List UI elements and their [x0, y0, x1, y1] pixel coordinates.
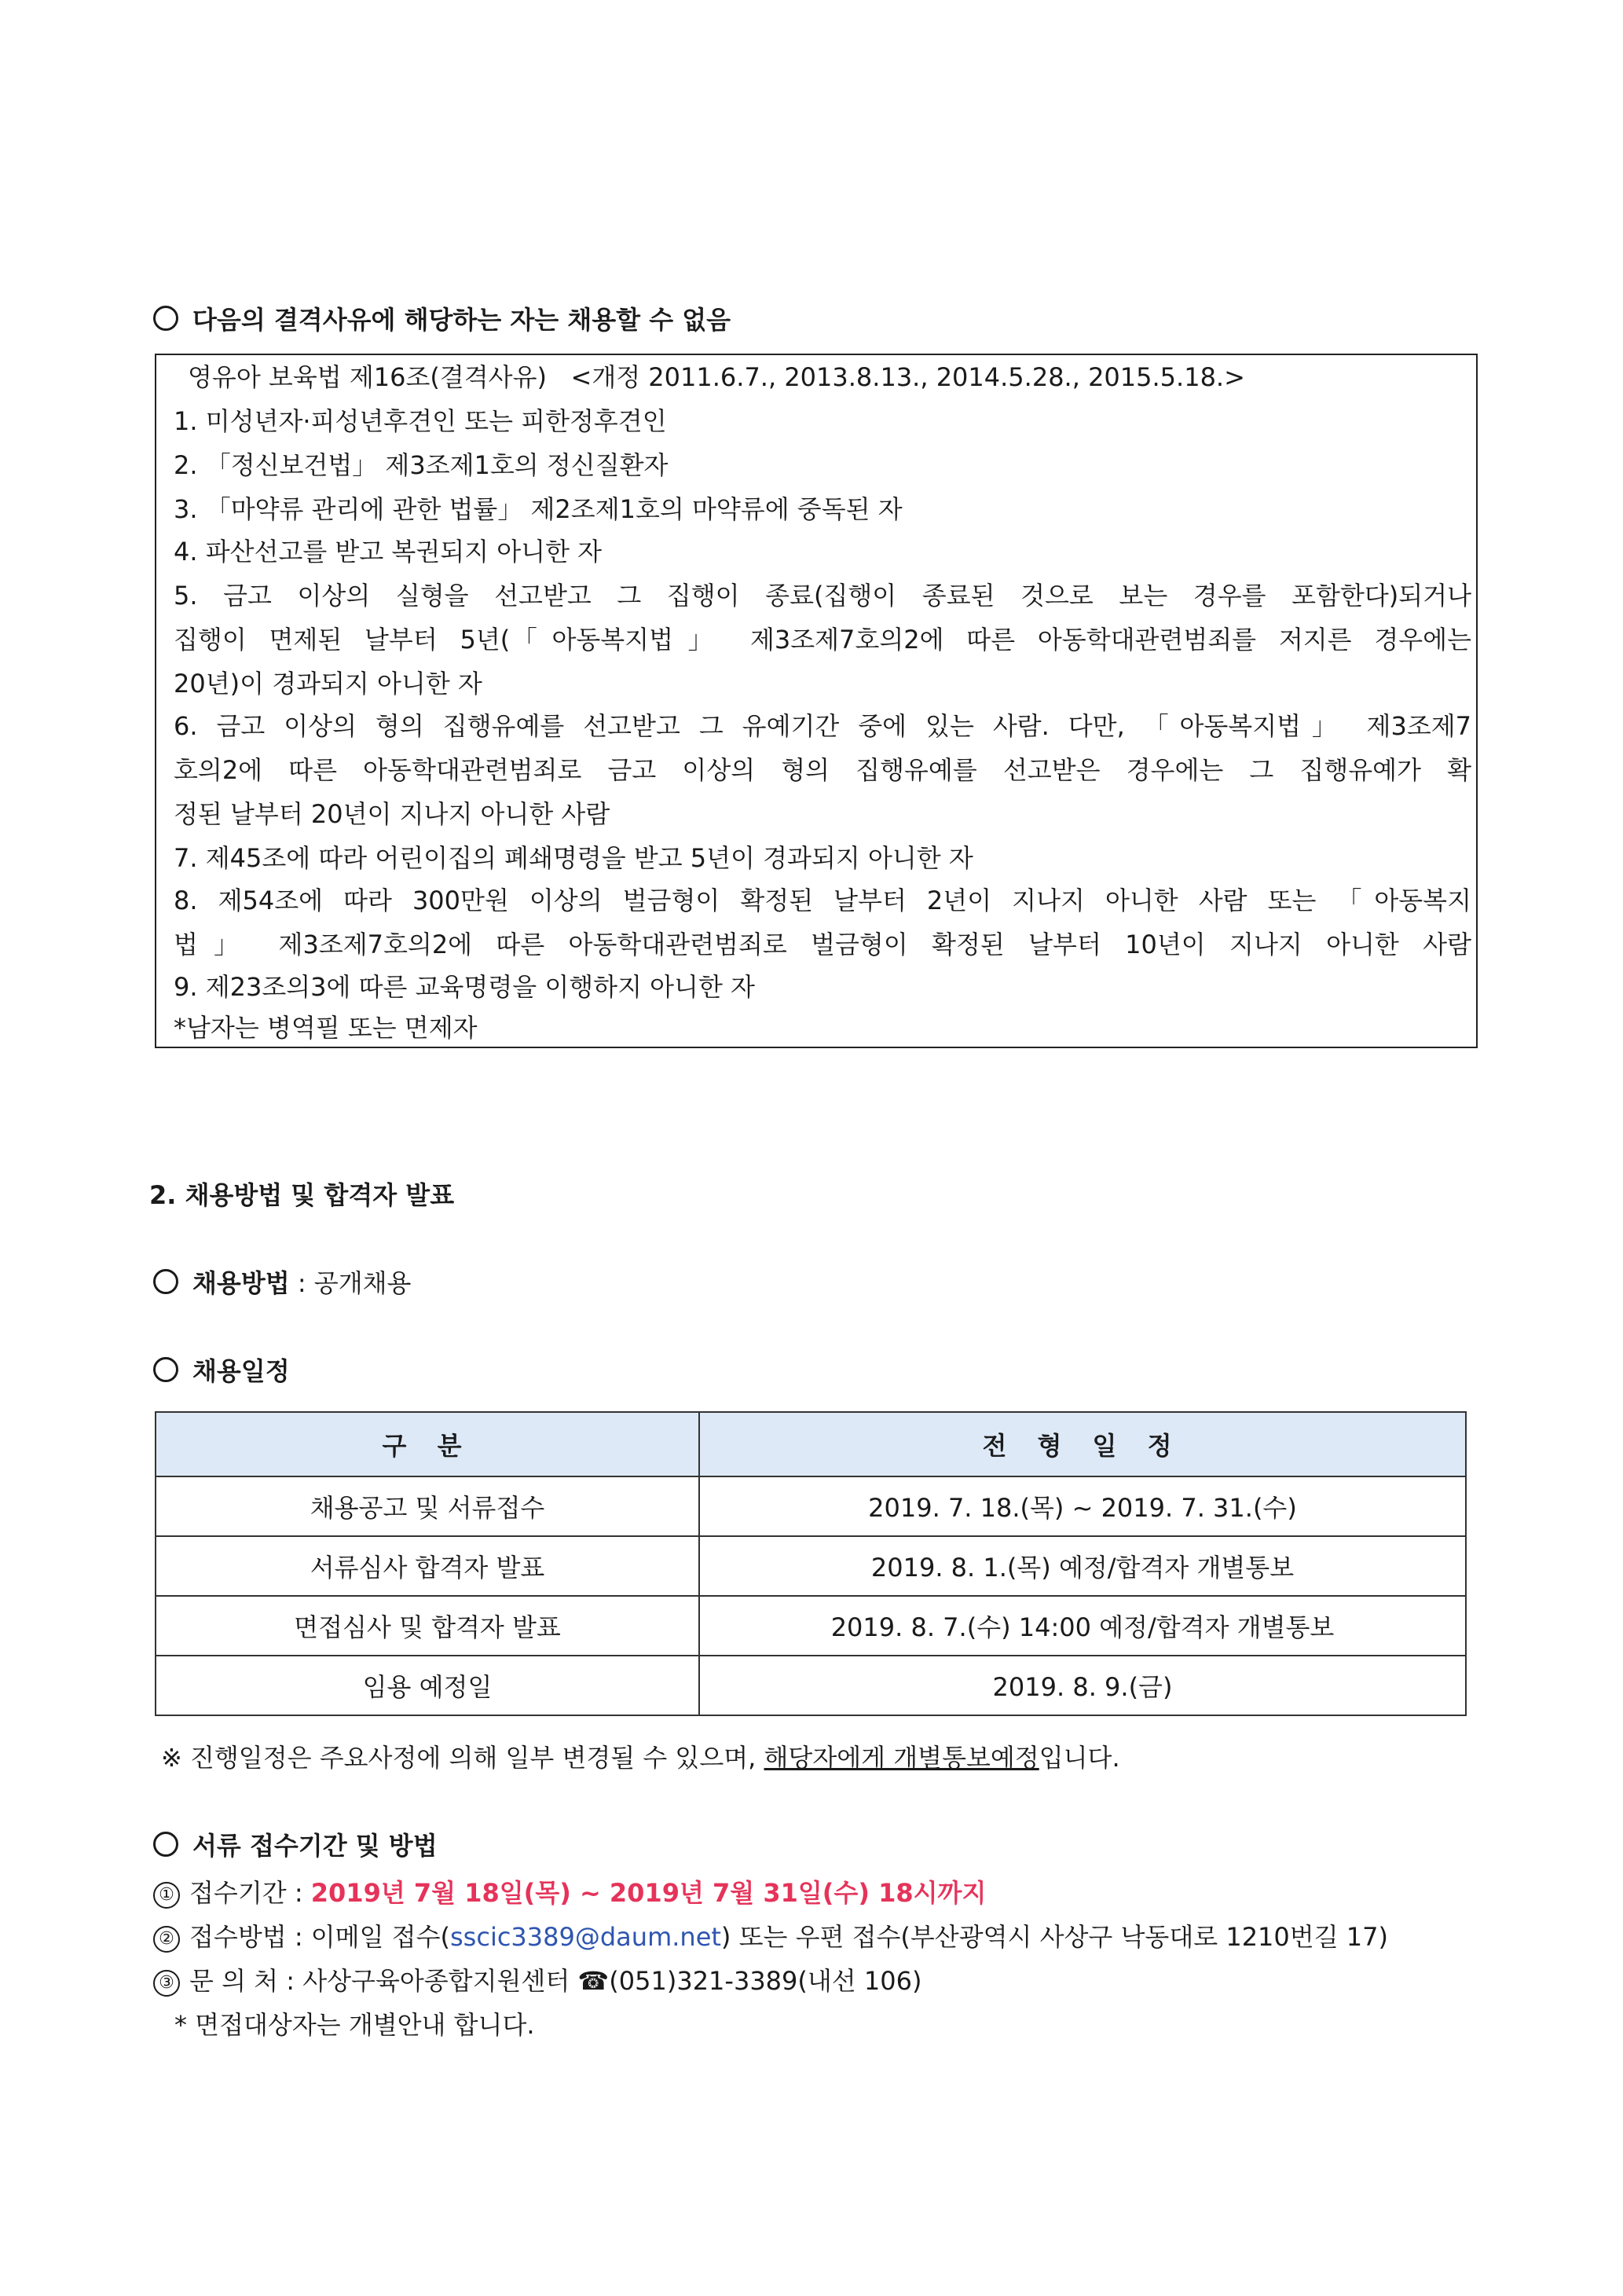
disqualification-item: 4. 파산선고를 받고 복권되지 아니한 자 — [174, 537, 603, 567]
table-cell: 채용공고 및 서류접수 — [156, 1476, 699, 1536]
schedule-table — [155, 1411, 1467, 1716]
circled-number-1: ① — [153, 1882, 180, 1909]
application-contact: ③ 문 의 처 : 사상구육아종합지원센터 ☎(051)321-3389(내선 106) — [153, 1961, 921, 1997]
table-header-schedule: 전 형 일 정 — [699, 1412, 1466, 1476]
schedule-note: ※ 진행일정은 주요사정에 의해 일부 변경될 수 있으며, 해당자에게 개별통보예정입니다. — [161, 1743, 1120, 1773]
disqualification-note: *남자는 병역필 또는 면제자 — [174, 1013, 478, 1043]
disqualification-item: 5. 금고 이상의 실형을 선고받고 그 집행이 종료(집행이 종료된 것으로 보는 경우를 포함한다)되거나 — [174, 581, 1471, 611]
schedule-heading: 채용일정 — [153, 1352, 290, 1388]
circle-bullet-icon — [153, 1269, 178, 1294]
table-header-row — [156, 1412, 1466, 1476]
disqualification-item: 법」 제3조제7호의2에 따른 아동학대관련범죄로 벌금형이 확정된 날부터 10년이 지나지 아니한 사람 — [174, 930, 1471, 959]
circled-number-2: ② — [153, 1926, 180, 1953]
disqualification-item: 1. 미성년자·피성년후견인 또는 피한정후견인 — [174, 406, 667, 436]
table-cell: 서류심사 합격자 발표 — [156, 1536, 699, 1596]
interview-footnote: * 면접대상자는 개별안내 합니다. — [174, 2010, 535, 2040]
law-title-line: 영유아 보육법 제16조(결격사유) <개정 2011.6.7., 2013.8.13., 2014.5.28., 2015.5.18.> — [188, 362, 1245, 392]
table-row — [156, 1536, 1466, 1596]
phone-icon: ☎ — [577, 1966, 610, 1996]
circle-bullet-icon — [153, 1832, 178, 1857]
recruit-method: 채용방법 : 공개채용 — [153, 1264, 411, 1300]
disqualification-item: 정된 날부터 20년이 지나지 아니한 사람 — [174, 799, 610, 829]
table-header-category: 구 분 — [156, 1412, 699, 1476]
disqualification-item: 2. 「정신보건법」 제3조제1호의 정신질환자 — [174, 450, 669, 480]
application-period: ① 접수기간 : 2019년 7월 18일(목) ~ 2019년 7월 31일(수) 18시까지 — [153, 1873, 986, 1909]
table-cell: 2019. 8. 7.(수) 14:00 예정/합격자 개별통보 — [699, 1596, 1466, 1656]
table-cell: 2019. 7. 18.(목) ~ 2019. 7. 31.(수) — [699, 1476, 1466, 1536]
circled-number-3: ③ — [153, 1970, 180, 1997]
disqualification-item: 호의2에 따른 아동학대관련범죄로 금고 이상의 형의 집행유예를 선고받은 경우에는 그 집행유예가 확 — [174, 755, 1471, 785]
disqualification-item: 7. 제45조에 따라 어린이집의 폐쇄명령을 받고 5년이 경과되지 아니한 자 — [174, 843, 973, 873]
disqualification-box — [155, 354, 1478, 1048]
section2-title: 2. 채용방법 및 합격자 발표 — [149, 1180, 455, 1210]
disqualification-item: 8. 제54조에 따라 300만원 이상의 벌금형이 확정된 날부터 2년이 지나지 아니한 사람 또는 「아동복지 — [174, 886, 1471, 915]
application-method: ② 접수방법 : 이메일 접수(sscic3389@daum.net) 또는 우편 접수(부산광역시 사상구 낙동대로 1210번길 17) — [153, 1917, 1388, 1953]
table-cell: 임용 예정일 — [156, 1656, 699, 1715]
disqualification-item: 20년)이 경과되지 아니한 자 — [174, 669, 482, 699]
disqualification-item: 3. 「마약류 관리에 관한 법률」 제2조제1호의 마약류에 중독된 자 — [174, 494, 903, 524]
email-link[interactable]: sscic3389@daum.net — [450, 1922, 721, 1952]
table-row — [156, 1656, 1466, 1715]
table-row — [156, 1476, 1466, 1536]
circle-bullet-icon — [153, 306, 178, 331]
circle-bullet-icon — [153, 1357, 178, 1382]
disqualification-item: 집행이 면제된 날부터 5년(「아동복지법」 제3조제7호의2에 따른 아동학대관련범죄를 저지른 경우에는 — [174, 625, 1471, 655]
disqualification-item: 6. 금고 이상의 형의 집행유예를 선고받고 그 유예기간 중에 있는 사람. 다만, 「아동복지법」 제3조제7 — [174, 711, 1471, 741]
table-row — [156, 1596, 1466, 1656]
table-cell: 2019. 8. 1.(목) 예정/합격자 개별통보 — [699, 1536, 1466, 1596]
application-heading: 서류 접수기간 및 방법 — [153, 1826, 438, 1862]
table-cell: 2019. 8. 9.(금) — [699, 1656, 1466, 1715]
disqualification-item: 9. 제23조의3에 따른 교육명령을 이행하지 아니한 자 — [174, 972, 755, 1002]
table-cell: 면접심사 및 합격자 발표 — [156, 1596, 699, 1656]
disqualification-heading: 다음의 결격사유에 해당하는 자는 채용할 수 없음 — [153, 300, 731, 336]
